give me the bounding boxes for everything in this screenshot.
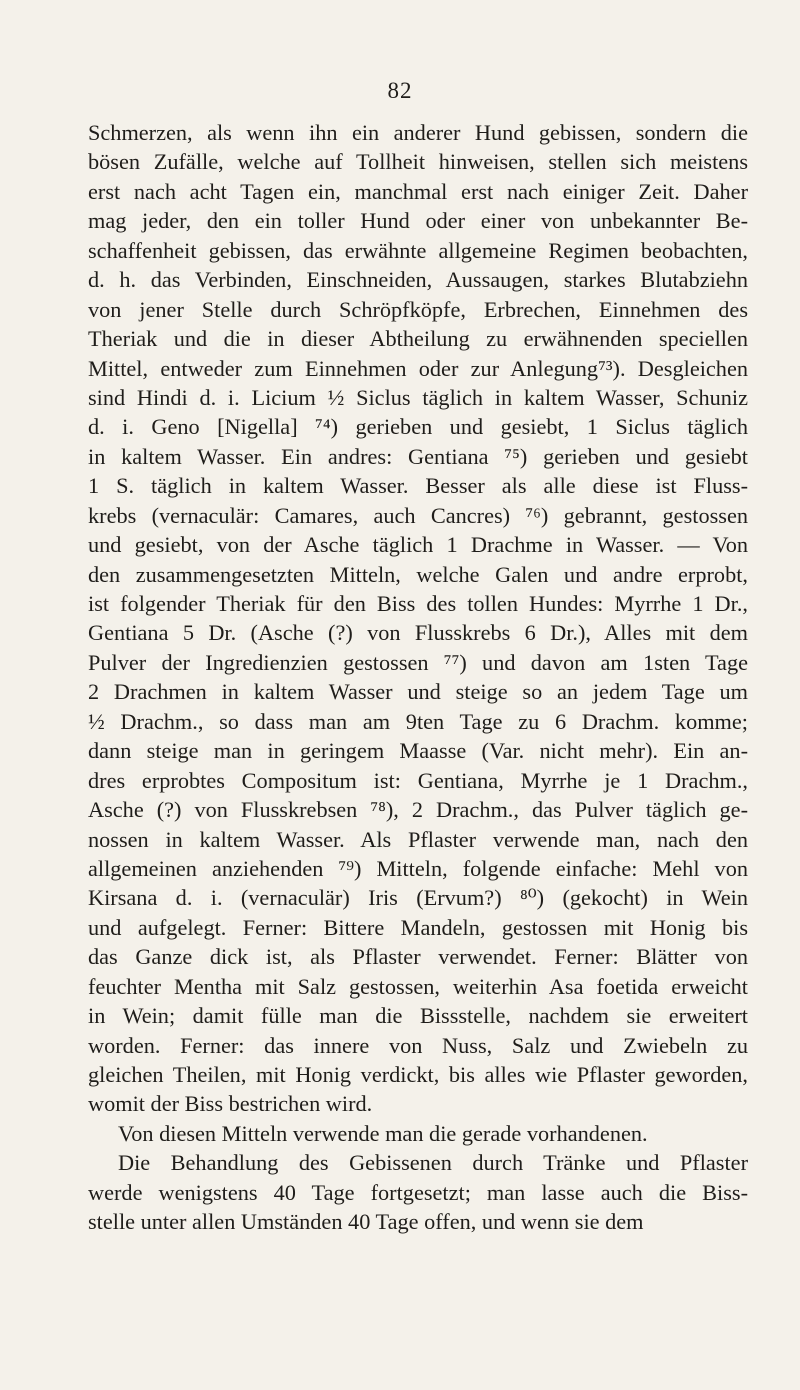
text-line: schaffenheit gebissen, das erwähnte allgemeine Regimen beobachten, (88, 237, 748, 263)
text-line: stelle unter allen Umständen 40 Tage offen, und wenn sie dem (88, 1209, 644, 1235)
text-line: Pulver der Ingredienzien gestossen ⁷⁷) und davon am 1sten Tage (88, 649, 748, 675)
text-line: Gentiana 5 Dr. (Asche (?) von Flusskrebs 6 Dr.), Alles mit dem (88, 620, 748, 646)
text-line: werde wenigstens 40 Tage fortgesetzt; man lasse auch die Biss- (88, 1179, 748, 1205)
text-line: bösen Zufälle, welche auf Tollheit hinweisen, stellen sich meistens (88, 149, 748, 175)
text-line: Asche (?) von Flusskrebsen ⁷⁸), 2 Drachm., das Pulver täglich ge- (88, 797, 748, 823)
text-line: krebs (vernaculär: Camares, auch Cancres) ⁷⁶) gebrannt, gestossen (88, 502, 748, 528)
text-line: den zusammengesetzten Mitteln, welche Galen und andre erprobt, (88, 561, 748, 587)
text-line: erst nach acht Tagen ein, manchmal erst nach einiger Zeit. Daher (88, 178, 748, 204)
text-line: 2 Drachmen in kaltem Wasser und steige so an jedem Tage um (88, 679, 748, 705)
text-line: ist folgender Theriak für den Biss des tollen Hundes: Myrrhe 1 Dr., (88, 591, 748, 616)
text-line: d. h. das Verbinden, Einschneiden, Aussaugen, starkes Blutabziehn (88, 267, 748, 293)
text-line: von jener Stelle durch Schröpfköpfe, Erbrechen, Einnehmen des (88, 296, 748, 322)
text-line: womit der Biss bestrichen wird. (88, 1091, 373, 1117)
text-line: 1 S. täglich in kaltem Wasser. Besser als alle diese ist Fluss- (88, 473, 748, 499)
text-line: und gesiebt, von der Asche täglich 1 Drachme in Wasser. — Von (88, 532, 748, 558)
text-line: in kaltem Wasser. Ein andres: Gentiana ⁷⁵) gerieben und gesiebt (88, 443, 748, 469)
text-line: das Ganze dick ist, als Pflaster verwendet. Ferner: Blätter von (88, 944, 748, 970)
text-line: dann steige man in geringem Maasse (Var. nicht mehr). Ein an- (88, 738, 748, 764)
text-line: nossen in kaltem Wasser. Als Pflaster verwende man, nach den (88, 826, 748, 852)
text-line: feuchter Mentha mit Salz gestossen, weiterhin Asa foetida erweicht (88, 973, 748, 999)
text-line: mag jeder, den ein toller Hund oder einer von unbekannter Be- (88, 208, 748, 234)
text-line: Schmerzen, als wenn ihn ein anderer Hund gebissen, sondern die (88, 120, 748, 145)
text-line: worden. Ferner: das innere von Nuss, Salz und Zwiebeln zu (88, 1032, 748, 1058)
text-line: ½ Drachm., so dass man am 9ten Tage zu 6 Drachm. komme; (88, 708, 748, 734)
text-line: Theriak und die in dieser Abtheilung zu erwähnenden speciellen (88, 326, 748, 352)
text-line: sind Hindi d. i. Licium ½ Siclus täglich in kaltem Wasser, Schuniz (88, 384, 748, 410)
text-line: allgemeinen anziehenden ⁷⁹) Mitteln, folgende einfache: Mehl von (88, 855, 748, 881)
text-line: Mittel, entweder zum Einnehmen oder zur Anlegung⁷³). Desgleichen (88, 355, 748, 381)
text-line: dres erprobtes Compositum ist: Gentiana, Myrrhe je 1 Drachm., (88, 767, 748, 793)
text-line: gleichen Theilen, mit Honig verdickt, bis alles wie Pflaster geworden, (88, 1062, 748, 1087)
text-line: Die Behandlung des Gebissenen durch Tränke und Pflaster (118, 1150, 748, 1176)
text-line: und aufgelegt. Ferner: Bittere Mandeln, gestossen mit Honig bis (88, 914, 748, 940)
text-line: Kirsana d. i. (vernaculär) Iris (Ervum?) ⁸⁰) (gekocht) in Wein (88, 885, 748, 911)
text-line: d. i. Geno [Nigella] ⁷⁴) gerieben und gesiebt, 1 Siclus täglich (88, 414, 748, 440)
body-text (88, 118, 748, 1237)
text-line: Von diesen Mitteln verwende man die gerade vorhandenen. (118, 1120, 648, 1146)
page-number: 82 (387, 78, 413, 103)
text-line: in Wein; damit fülle man die Bissstelle, nachdem sie erweitert (88, 1003, 748, 1029)
